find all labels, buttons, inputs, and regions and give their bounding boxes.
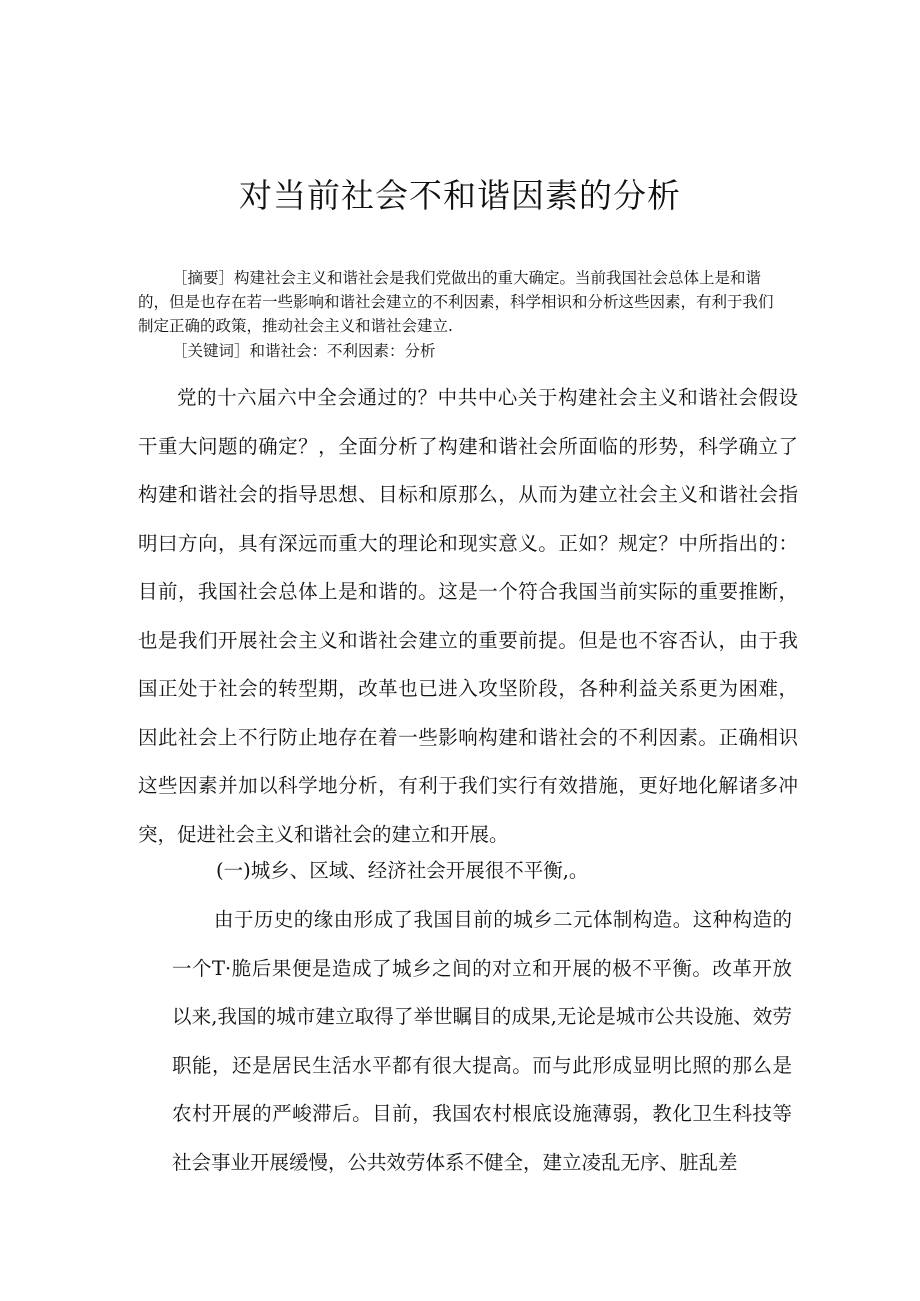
abstract-paragraph: ［摘要］构建社会主义和谐社会是我们党做出的重大确定。当前我国社会总体上是和谐的，但是也存在若一些影响和谐社会建立的不利因素，科学相识和分析这些因素，有利于我们制定正确的政策，推动社会主义和谐社会建立. [138, 269, 774, 335]
section-heading-1: (一)城乡、区域、经济社会开展很不平衡,。 [216, 859, 589, 882]
document-title: 对当前社会不和谐因素的分析 [239, 176, 681, 215]
keywords-line: ［关键词］和谐社会：不利因素：分析 [172, 342, 436, 360]
body-paragraph-2: 由于历史的缘由形成了我国目前的城乡二元体制构造。这种构造的一个T·脆后果便是造成了城乡之间的对立和开展的极不平衡。改革开放以来,我国的城市建立取得了举世瞩目的成果,无论是城市公共设施、效劳职能，还是居民生活水平都有很大提高。而与此形成显明比照的那么是农村开展的严峻滞后。目前，我国农村根底设施薄弱，教化卫生科技等社会事业开展缓慢，公共效劳体系不健全，建立凌乱无序、脏乱差 [172, 908, 792, 1174]
body-paragraph-1: 党的十六届六中全会通过的？中共中心关于构建社会主义和谐社会假设干重大问题的确定？，全面分析了构建和谐社会所面临的形势，科学确立了构建和谐社会的指导思想、目标和原那么，从而为建立社会主义和谐社会指明曰方向，具有深远而重大的理论和现实意义。正如？规定？中所指出的：目前，我国社会总体上是和谐的。这是一个符合我国当前实际的重要推断，也是我们开展社会主义和谐社会建立的重要前提。但是也不容否认，由于我国正处于社会的转型期，改革也已进入攻坚阶段，各种利益关系更为困难，因此社会上不行防止地存在着一些影响构建和谐社会的不利因素。正确相识这些因素并加以科学地分析，有利于我们实行有效措施，更好地化解诸多冲突，促进社会主义和谐社会的建立和开展。 [138, 386, 798, 846]
